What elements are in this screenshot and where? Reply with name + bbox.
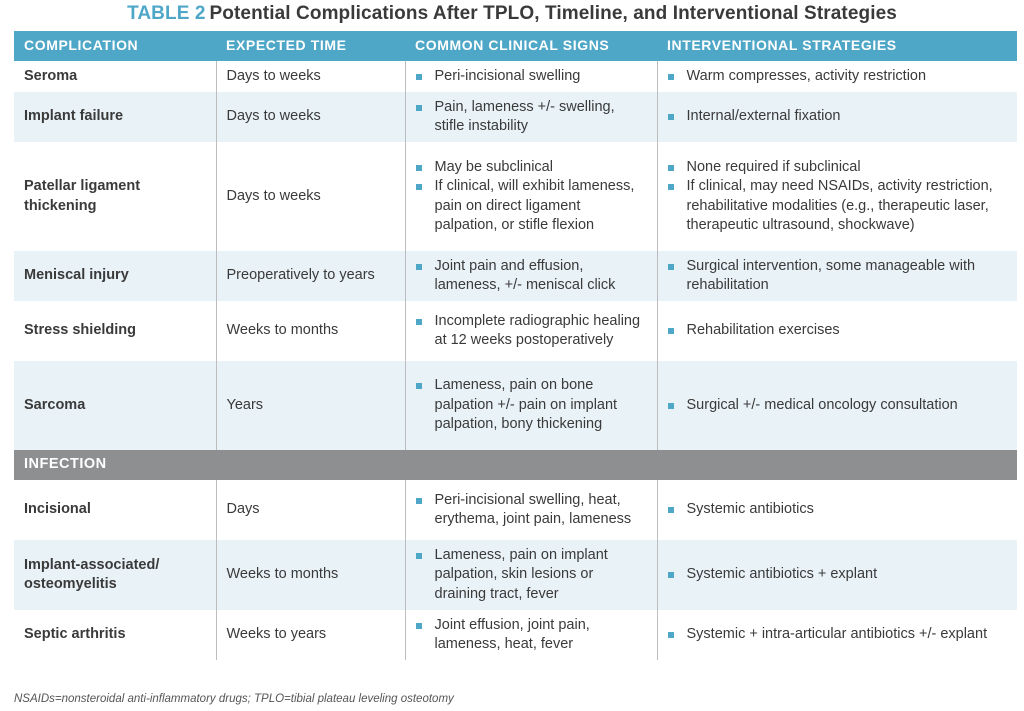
list-item: Warm compresses, activity restriction: [668, 67, 1008, 87]
complication-cell: Incisional: [14, 480, 216, 540]
strategies-cell-list: [668, 107, 1008, 127]
header-strategies: INTERVENTIONAL STRATEGIES: [657, 31, 1017, 61]
clinical-signs-cell-list: [416, 257, 647, 296]
strategies-cell-list: [668, 396, 1008, 416]
table-row: [14, 92, 1017, 142]
table-number: TABLE 2: [127, 3, 206, 24]
list-item: If clinical, may need NSAIDs, activity restriction, rehabilitative modalities (e.g., therapeutic laser, therapeutic ultrasound, shockwave): [668, 177, 1008, 236]
expected-time-cell: Days to weeks: [216, 92, 405, 142]
list-item: Systemic antibiotics: [668, 500, 1008, 520]
expected-time-cell: Weeks to months: [216, 540, 405, 610]
clinical-signs-cell-list: [416, 546, 647, 605]
list-item: Rehabilitation exercises: [668, 321, 1008, 341]
clinical-signs-cell: [405, 610, 657, 660]
table-row: [14, 301, 1017, 361]
header-row: [14, 31, 1017, 61]
complication-cell: Sarcoma: [14, 361, 216, 450]
expected-time-cell: Days to weeks: [216, 61, 405, 92]
complication-cell: Meniscal injury: [14, 251, 216, 301]
strategies-cell: [657, 251, 1017, 301]
header-complication: COMPLICATION: [14, 31, 216, 61]
table-row: [14, 540, 1017, 610]
clinical-signs-cell-list: [416, 158, 647, 236]
complication-cell: Patellar ligament thickening: [14, 142, 216, 251]
table-body: [14, 61, 1017, 660]
clinical-signs-cell-list: [416, 312, 647, 351]
clinical-signs-cell: [405, 480, 657, 540]
header-expected-time: EXPECTED TIME: [216, 31, 405, 61]
table-title: [0, 3, 1024, 25]
table-row: [14, 610, 1017, 660]
list-item: Incomplete radiographic healing at 12 weeks postoperatively: [416, 312, 647, 351]
list-item: Pain, lameness +/- swelling, stifle instability: [416, 98, 647, 137]
strategies-cell: [657, 301, 1017, 361]
clinical-signs-cell-list: [416, 376, 647, 435]
strategies-cell-list: [668, 158, 1008, 236]
list-item: May be subclinical: [416, 158, 647, 178]
list-item: If clinical, will exhibit lameness, pain on direct ligament palpation, or stifle flexion: [416, 177, 647, 236]
complication-cell: Stress shielding: [14, 301, 216, 361]
strategies-cell-list: [668, 257, 1008, 296]
section-label: INFECTION: [14, 450, 1017, 480]
strategies-cell-list: [668, 500, 1008, 520]
footnote: NSAIDs=nonsteroidal anti-inflammatory drugs; TPLO=tibial plateau leveling osteotomy: [14, 693, 454, 705]
strategies-cell: [657, 61, 1017, 92]
strategies-cell: [657, 610, 1017, 660]
expected-time-cell: Preoperatively to years: [216, 251, 405, 301]
table-row: [14, 361, 1017, 450]
section-row-infection: [14, 450, 1017, 480]
clinical-signs-cell: [405, 142, 657, 251]
list-item: Systemic + intra-articular antibiotics +/- explant: [668, 625, 1008, 645]
clinical-signs-cell: [405, 92, 657, 142]
table-row: [14, 61, 1017, 92]
clinical-signs-cell-list: [416, 491, 647, 530]
expected-time-cell: Days: [216, 480, 405, 540]
table-row: [14, 251, 1017, 301]
strategies-cell: [657, 540, 1017, 610]
complication-cell: Implant failure: [14, 92, 216, 142]
list-item: Peri-incisional swelling: [416, 67, 647, 87]
list-item: Surgical intervention, some manageable with rehabilitation: [668, 257, 1008, 296]
list-item: Joint pain and effusion, lameness, +/- meniscal click: [416, 257, 647, 296]
clinical-signs-cell: [405, 301, 657, 361]
clinical-signs-cell: [405, 61, 657, 92]
complication-cell: Seroma: [14, 61, 216, 92]
expected-time-cell: Weeks to months: [216, 301, 405, 361]
strategies-cell: [657, 142, 1017, 251]
table-row: [14, 142, 1017, 251]
list-item: Lameness, pain on implant palpation, skin lesions or draining tract, fever: [416, 546, 647, 605]
complications-table: [14, 31, 1017, 660]
list-item: Systemic antibiotics + explant: [668, 565, 1008, 585]
expected-time-cell: Days to weeks: [216, 142, 405, 251]
clinical-signs-cell: [405, 540, 657, 610]
strategies-cell: [657, 361, 1017, 450]
header-clinical-signs: COMMON CLINICAL SIGNS: [405, 31, 657, 61]
complication-cell: Implant-associated/ osteomyelitis: [14, 540, 216, 610]
strategies-cell-list: [668, 565, 1008, 585]
complication-cell: Septic arthritis: [14, 610, 216, 660]
strategies-cell-list: [668, 321, 1008, 341]
clinical-signs-cell-list: [416, 67, 647, 87]
clinical-signs-cell: [405, 361, 657, 450]
list-item: Lameness, pain on bone palpation +/- pain on implant palpation, bony thickening: [416, 376, 647, 435]
clinical-signs-cell: [405, 251, 657, 301]
clinical-signs-cell-list: [416, 616, 647, 655]
strategies-cell: [657, 92, 1017, 142]
expected-time-cell: Years: [216, 361, 405, 450]
clinical-signs-cell-list: [416, 98, 647, 137]
list-item: Joint effusion, joint pain, lameness, heat, fever: [416, 616, 647, 655]
table-row: [14, 480, 1017, 540]
strategies-cell: [657, 480, 1017, 540]
table-caption: Potential Complications After TPLO, Timeline, and Interventional Strategies: [209, 3, 897, 24]
strategies-cell-list: [668, 67, 1008, 87]
expected-time-cell: Weeks to years: [216, 610, 405, 660]
strategies-cell-list: [668, 625, 1008, 645]
list-item: None required if subclinical: [668, 158, 1008, 178]
list-item: Internal/external fixation: [668, 107, 1008, 127]
list-item: Surgical +/- medical oncology consultation: [668, 396, 1008, 416]
list-item: Peri-incisional swelling, heat, erythema, joint pain, lameness: [416, 491, 647, 530]
